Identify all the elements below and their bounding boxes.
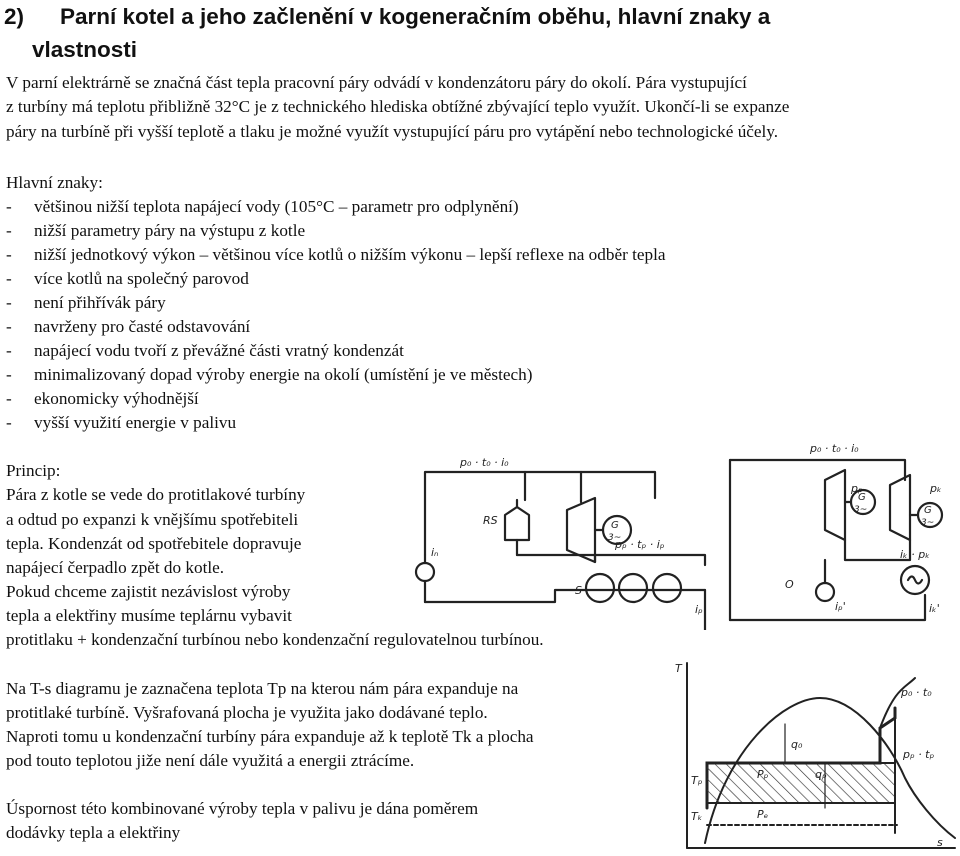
efficiency-line: Úspornost této kombinované výroby tepla v palivu je dána poměrem [6, 799, 479, 818]
label-g2: G [858, 492, 866, 503]
bullet-dash: - [6, 221, 12, 240]
right-pipe [730, 460, 905, 480]
principle-line: protitlaku + kondenzační turbínou nebo kondenzační regulovatelnou turbínou. [6, 630, 544, 649]
ts-text-line: Na T-s diagramu je zaznačena teplota Tp na kterou nám pára expanduje na [6, 679, 519, 698]
feature-text: napájecí vodu tvoří z převážné části vratný kondenzát [34, 341, 404, 360]
ts-text-line: Naproti tomu u kondenzační turbíny pára expanduje až k teplotě Tk a plocha [6, 727, 534, 746]
label-pp-small: pₚ [851, 482, 863, 495]
cogeneration-scheme-diagram [405, 430, 960, 630]
label-in: iₙ [431, 546, 439, 559]
bullet-dash: - [6, 269, 12, 288]
feature-text: není přihřívák páry [34, 293, 166, 312]
feature-item [6, 195, 519, 219]
label-qp: qₚ [815, 768, 827, 781]
label-p0-right: p₀ · t₀ · i₀ [810, 442, 859, 455]
features-title: Hlavní znaky: [6, 173, 103, 192]
feature-item [6, 267, 249, 291]
label-rs: RS [483, 514, 498, 527]
bullet-dash: - [6, 293, 12, 312]
bullet-dash: - [6, 197, 12, 216]
label-g1-sub: 3~ [608, 533, 622, 543]
label-g1: G [611, 520, 619, 531]
label-g3-sub: 3~ [921, 518, 935, 528]
principle-line: Pára z kotle se vede do protitlakové turbíny [6, 485, 306, 504]
efficiency-line: dodávky tepla a elektřiny [6, 823, 181, 842]
feature-item [6, 363, 532, 387]
bullet-dash: - [6, 365, 12, 384]
heading-line-1 [4, 0, 954, 33]
bullet-dash: - [6, 341, 12, 360]
turbine-1 [567, 498, 595, 562]
label-p0-left: p₀ · t₀ · i₀ [460, 456, 509, 469]
intro-line-1: V parní elektrárně se značná část tepla pracovní páry odvádí v kondenzátoru páry do okolí. Pára vystupující [6, 73, 747, 92]
feature-text: minimalizovaný dopad výroby energie na okolí (umístění je ve městech) [34, 365, 533, 384]
principle-line: napájecí čerpadlo zpět do kotle. [6, 558, 225, 577]
feature-item [6, 291, 166, 315]
label-s: S [575, 584, 582, 597]
label-pp: pₚ · tₚ · iₚ [615, 538, 665, 551]
principle-line: a odtud po expanzi k vnějšímu spotřebiteli [6, 510, 299, 529]
label-ip: iₚ [695, 603, 703, 616]
return-pipe [517, 555, 705, 565]
feature-text: většinou nižší teplota napájecí vody (105°C – parametr pro odplynění) [34, 197, 519, 216]
label-g2-sub: 3~ [854, 505, 868, 515]
turbine-3 [890, 475, 910, 540]
bullet-dash: - [6, 413, 12, 432]
label-tp: Tₚ [691, 774, 703, 787]
bottom-pipe [425, 590, 705, 602]
label-pe: Pₑ [757, 808, 769, 821]
heading-line-2: vlastnosti [32, 37, 138, 62]
label-pk: pₖ [930, 482, 942, 495]
pump-left [416, 563, 434, 581]
bullet-dash: - [6, 245, 12, 264]
section-heading [4, 0, 954, 66]
principle-line: tepla. Kondenzát od spotřebitele dopravuje [6, 534, 302, 553]
feature-item [6, 219, 305, 243]
feature-item [6, 243, 666, 267]
principle-line: tepla a elektřiny musíme teplárnu vybavit [6, 606, 292, 625]
bullet-dash: - [6, 389, 12, 408]
bullet-dash: - [6, 317, 12, 336]
heat-area [707, 763, 895, 803]
intro-line-2: z turbíny má teplotu přibližně 32°C je z technického hlediska obtížné zbývající teplo využít. Ukončí-li se expanze [6, 97, 790, 116]
label-ik: iₖ' [929, 602, 940, 615]
label-ik-pk: iₖ · pₖ [900, 548, 930, 561]
consumer-s-3 [653, 574, 681, 602]
feature-text: nižší jednotkový výkon – většinou více kotlů o nižším výkonu – lepší reflexe na odběr tepla [34, 245, 666, 264]
feature-text: navrženy pro časté odstavování [34, 317, 251, 336]
principle-line: Pokud chceme zajistit nezávislost výroby [6, 582, 291, 601]
consumer-s-2 [619, 574, 647, 602]
ts-diagram [665, 658, 960, 856]
label-g3: G [924, 505, 932, 516]
feature-item [6, 387, 199, 411]
label-q0: q₀ [791, 738, 803, 751]
label-o: O [785, 578, 794, 591]
feature-text: nižší parametry páry na výstupu z kotle [34, 221, 306, 240]
principle-title: Princip: [6, 461, 61, 480]
turbine-2 [825, 470, 845, 540]
label-ip-right: iₚ' [835, 600, 846, 613]
intro-line-3: páry na turbíně při vyšší teplotě a tlaku je možné využít vystupující páru pro vytápění nebo technologické účely. [6, 122, 779, 141]
ts-text-line: pod touto teplotou jiže není dále využitá a energii ztrácíme. [6, 751, 415, 770]
ts-text-line: protitlaké turbíně. Vyšrafovaná plocha je využita jako dodávané teplo. [6, 703, 488, 722]
feature-text: ekonomicky výhodnější [34, 389, 199, 408]
feature-item [6, 339, 404, 363]
reducing-station [505, 507, 529, 540]
label-s-axis: s [937, 836, 943, 849]
label-tk: Tₖ [691, 810, 703, 823]
label-pp-tp: pₚ · tₚ [903, 748, 935, 761]
heading-number: 2) [4, 4, 25, 29]
feature-item [6, 315, 250, 339]
label-pp: Pₚ [757, 768, 769, 781]
feature-text: vyšší využití energie v palivu [34, 413, 237, 432]
pump-right [816, 583, 834, 601]
consumer-s-1 [586, 574, 614, 602]
feature-text: více kotlů na společný parovod [34, 269, 249, 288]
heading-title: Parní kotel a jeho začlenění v kogeneračním oběhu, hlavní znaky a [60, 4, 771, 29]
feature-item [6, 411, 236, 435]
label-t-axis: T [675, 662, 682, 675]
label-p0-t0: p₀ · t₀ [901, 686, 932, 699]
